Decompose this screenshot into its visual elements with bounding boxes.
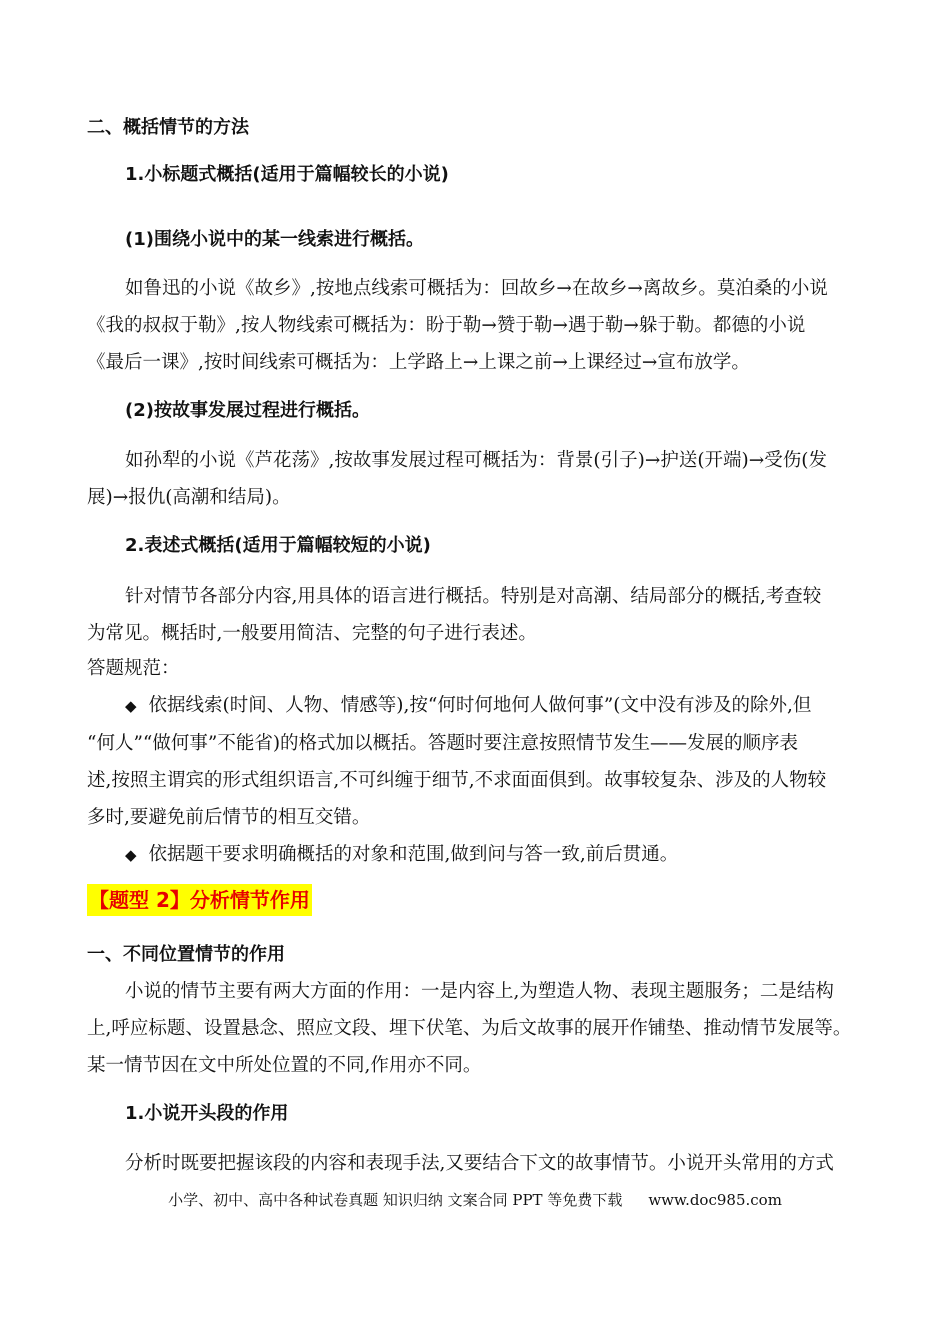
question-type-tag: 【题型 2】分析情节作用: [87, 884, 312, 916]
section-heading: 一、不同位置情节的作用: [87, 944, 285, 965]
bullet-text: 依据线索(时间、人物、情感等),按“何时何地何人做何事”(文中没有涉及的除外,但: [148, 695, 812, 716]
subheading: (1)围绕小说中的某一线索进行概括。: [125, 229, 424, 250]
paragraph-line: 上,呼应标题、设置悬念、照应文段、埋下伏笔、为后文故事的展开作铺垫、推动情节发展等。: [87, 1018, 852, 1039]
paragraph-line: 小说的情节主要有两大方面的作用：一是内容上,为塑造人物、表现主题服务；二是结构: [125, 981, 834, 1002]
paragraph-line: 某一情节因在文中所处位置的不同,作用亦不同。: [87, 1055, 482, 1076]
paragraph-line: 《我的叔叔于勒》,按人物线索可概括为：盼于勒→赞于勒→遇于勒→躲于勒。都德的小说: [87, 315, 806, 336]
bullet-item: [125, 842, 678, 868]
paragraph-line: 如孙犁的小说《芦花荡》,按故事发展过程可概括为：背景(引子)→护送(开端)→受伤(发: [125, 450, 827, 471]
subheading: 2.表述式概括(适用于篇幅较短的小说): [125, 535, 431, 556]
paragraph-line: 分析时既要把握该段的内容和表现手法,又要结合下文的故事情节。小说开头常用的方式: [125, 1153, 834, 1174]
section-heading: 二、概括情节的方法: [87, 117, 249, 138]
diamond-bullet-icon: ◆: [125, 697, 137, 715]
paragraph-line: 答题规范：: [87, 658, 180, 679]
paragraph-line: 针对情节各部分内容,用具体的语言进行概括。特别是对高潮、结局部分的概括,考查较: [125, 586, 822, 607]
subheading: 1.小标题式概括(适用于篇幅较长的小说): [125, 164, 449, 185]
paragraph-line: 述,按照主谓宾的形式组织语言,不可纠缠于细节,不求面面俱到。故事较复杂、涉及的人物较: [87, 770, 827, 791]
paragraph-line: 如鲁迅的小说《故乡》,按地点线索可概括为：回故乡→在故乡→离故乡。莫泊桑的小说: [125, 278, 828, 299]
paragraph-line: 多时,要避免前后情节的相互交错。: [87, 807, 371, 828]
bullet-item: [125, 693, 811, 719]
subheading: (2)按故事发展过程进行概括。: [125, 400, 370, 421]
page-footer: [0, 1189, 950, 1211]
subheading: 1.小说开头段的作用: [125, 1103, 289, 1124]
footer-text: 小学、初中、高中各种试卷真题 知识归纳 文案合同 PPT 等免费下载: [168, 1191, 623, 1209]
bullet-text: 依据题干要求明确概括的对象和范围,做到问与答一致,前后贯通。: [148, 844, 679, 865]
paragraph-line: 《最后一课》,按时间线索可概括为：上学路上→上课之前→上课经过→宣布放学。: [87, 352, 750, 373]
paragraph-line: “何人”“做何事”不能省)的格式加以概括。答题时要注意按照情节发生——发展的顺序表: [87, 733, 799, 754]
diamond-bullet-icon: ◆: [125, 846, 137, 864]
paragraph-line: 展)→报仇(高潮和结局)。: [87, 487, 291, 508]
footer-url: www.doc985.com: [648, 1191, 782, 1209]
paragraph-line: 为常见。概括时,一般要用简洁、完整的句子进行表述。: [87, 623, 537, 644]
